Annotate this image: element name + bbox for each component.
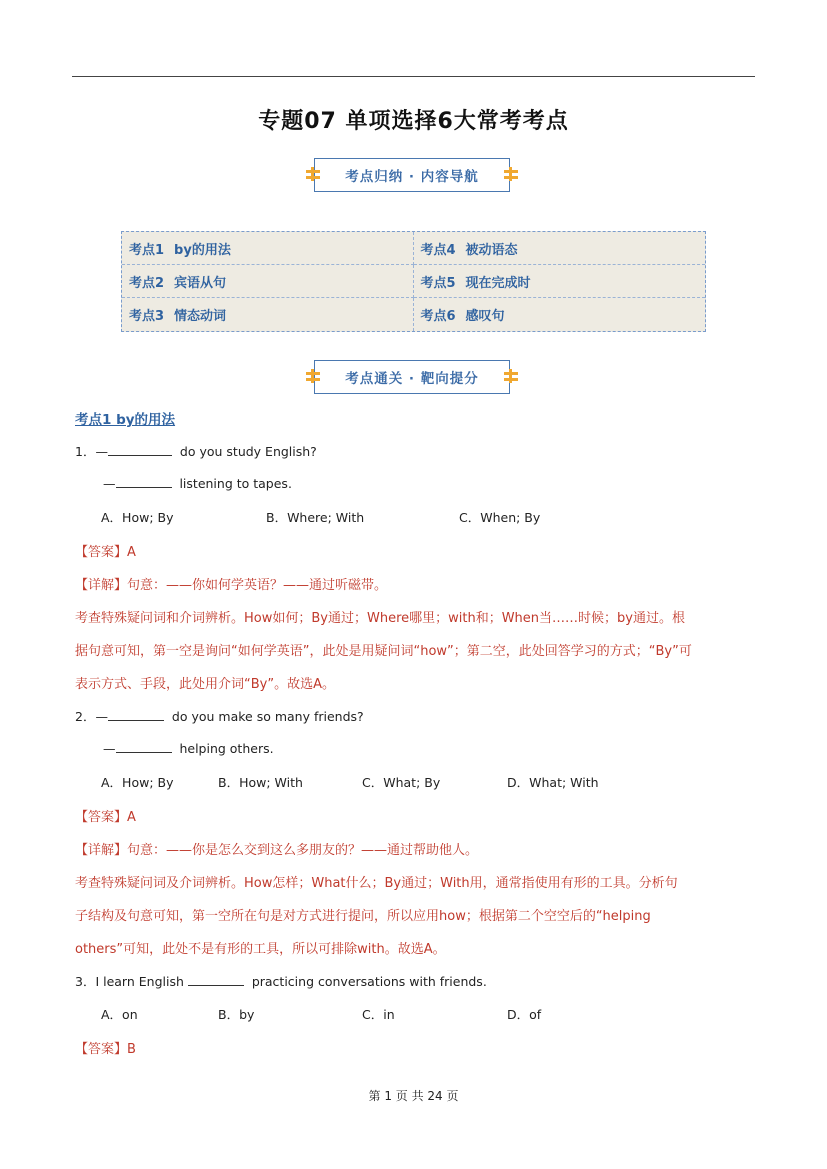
question-text: practicing conversations with friends. bbox=[251, 974, 487, 989]
option-a: A．How; By bbox=[101, 510, 174, 525]
detail-label: 【详解】 bbox=[75, 843, 128, 858]
answer-row bbox=[75, 806, 136, 825]
answer-blank bbox=[108, 708, 164, 721]
question-number: 3．I learn English bbox=[75, 974, 184, 989]
nav-label: 现在完成时 bbox=[465, 275, 531, 291]
option-a: A．How; By bbox=[101, 775, 174, 790]
dash: — bbox=[103, 741, 116, 756]
nav-item-topic-5[interactable] bbox=[414, 265, 706, 298]
question-2-reply bbox=[103, 740, 274, 756]
practice-banner-label: 考点通关 · 靶向提分 bbox=[345, 371, 479, 387]
answer-blank bbox=[188, 973, 244, 986]
option-c: C．What; By bbox=[362, 775, 441, 790]
question-1-reply bbox=[103, 475, 292, 491]
nav-num: 考点3 bbox=[129, 309, 165, 324]
nav-item-topic-1[interactable] bbox=[122, 232, 414, 265]
option-b: B．by bbox=[218, 1007, 255, 1022]
reply-text: listening to tapes. bbox=[179, 476, 292, 491]
detail-label: 【详解】 bbox=[75, 578, 128, 593]
nav-label: 情态动词 bbox=[174, 309, 227, 324]
header-rule bbox=[72, 76, 755, 77]
page-footer: 第 1 页 共 24 页 bbox=[368, 1089, 459, 1103]
option-a: A．on bbox=[101, 1007, 138, 1022]
bracket-deco-icon bbox=[306, 167, 320, 181]
answer-value: A bbox=[127, 810, 136, 825]
section-title: 考点1 by的用法 bbox=[75, 412, 176, 428]
bracket-deco-icon bbox=[306, 369, 320, 383]
answer-value: B bbox=[127, 1042, 136, 1057]
nav-label: 感叹句 bbox=[465, 309, 505, 324]
option-d: D．What; With bbox=[507, 775, 599, 790]
nav-banner-label: 考点归纳 · 内容导航 bbox=[345, 169, 479, 185]
nav-label: by的用法 bbox=[174, 242, 231, 258]
question-2-stem bbox=[75, 707, 364, 725]
question-1-stem bbox=[75, 442, 317, 460]
topic-nav-table bbox=[121, 231, 706, 332]
question-number: 1．— bbox=[75, 444, 108, 459]
nav-label: 宾语从句 bbox=[174, 275, 227, 291]
detail-row bbox=[75, 839, 478, 858]
answer-label: 【答案】 bbox=[75, 1042, 128, 1057]
option-b: B．How; With bbox=[218, 775, 303, 790]
question-3-stem bbox=[75, 972, 487, 990]
option-b: B．Where; With bbox=[266, 510, 365, 525]
answer-blank bbox=[116, 475, 172, 488]
detail-text: 句意：——你是怎么交到这么多朋友的？——通过帮助他人。 bbox=[127, 843, 479, 858]
detail-text: 句意：——你如何学英语？——通过听磁带。 bbox=[127, 578, 388, 593]
nav-item-topic-2[interactable] bbox=[122, 265, 414, 298]
question-text: do you study English? bbox=[179, 444, 317, 459]
dash: — bbox=[103, 476, 116, 491]
detail-line: 考查特殊疑问词和介词辨析。How如何；By通过；Where哪里；with和；When当……时候；by通过。根 bbox=[75, 611, 685, 626]
bracket-deco-icon bbox=[504, 369, 518, 383]
answer-row bbox=[75, 1038, 136, 1057]
nav-num: 考点6 bbox=[420, 309, 456, 324]
nav-item-topic-3[interactable] bbox=[122, 298, 414, 331]
nav-item-topic-4[interactable] bbox=[414, 232, 706, 265]
reply-text: helping others. bbox=[179, 741, 274, 756]
nav-item-topic-6[interactable] bbox=[414, 298, 706, 331]
page-title: 专题07 单项选择6大常考考点 bbox=[258, 109, 569, 134]
option-c: C．in bbox=[362, 1007, 395, 1022]
nav-label: 被动语态 bbox=[465, 242, 518, 258]
nav-num: 考点5 bbox=[420, 275, 456, 291]
answer-blank bbox=[116, 740, 172, 753]
answer-label: 【答案】 bbox=[75, 545, 128, 560]
answer-blank bbox=[108, 443, 172, 456]
detail-line: others”可知，此处不是有形的工具，所以可排除with。故选A。 bbox=[75, 942, 446, 957]
detail-line: 表示方式、手段，此处用介词“By”。故选A。 bbox=[75, 677, 335, 692]
nav-banner bbox=[314, 158, 510, 192]
detail-row bbox=[75, 574, 387, 593]
nav-num: 考点1 bbox=[129, 242, 165, 258]
answer-label: 【答案】 bbox=[75, 810, 128, 825]
question-number: 2．— bbox=[75, 709, 108, 724]
option-d: D．of bbox=[507, 1007, 542, 1022]
detail-line: 考查特殊疑问词及介词辨析。How怎样；What什么；By通过；With用，通常指使用有形的工具。分析句 bbox=[75, 876, 678, 891]
bracket-deco-icon bbox=[504, 167, 518, 181]
answer-row bbox=[75, 541, 136, 560]
detail-line: 据句意可知，第一空是询问“如何学英语”，此处是用疑问词“how”；第二空，此处回答学习的方式；“By”可 bbox=[75, 644, 692, 659]
nav-num: 考点2 bbox=[129, 275, 165, 291]
option-c: C．When; By bbox=[459, 510, 541, 525]
question-text: do you make so many friends? bbox=[171, 709, 364, 724]
practice-banner bbox=[314, 360, 510, 394]
detail-line: 子结构及句意可知，第一空所在句是对方式进行提问，所以应用how；根据第二个空空后的“helping bbox=[75, 909, 651, 924]
nav-num: 考点4 bbox=[420, 242, 456, 258]
answer-value: A bbox=[127, 545, 136, 560]
